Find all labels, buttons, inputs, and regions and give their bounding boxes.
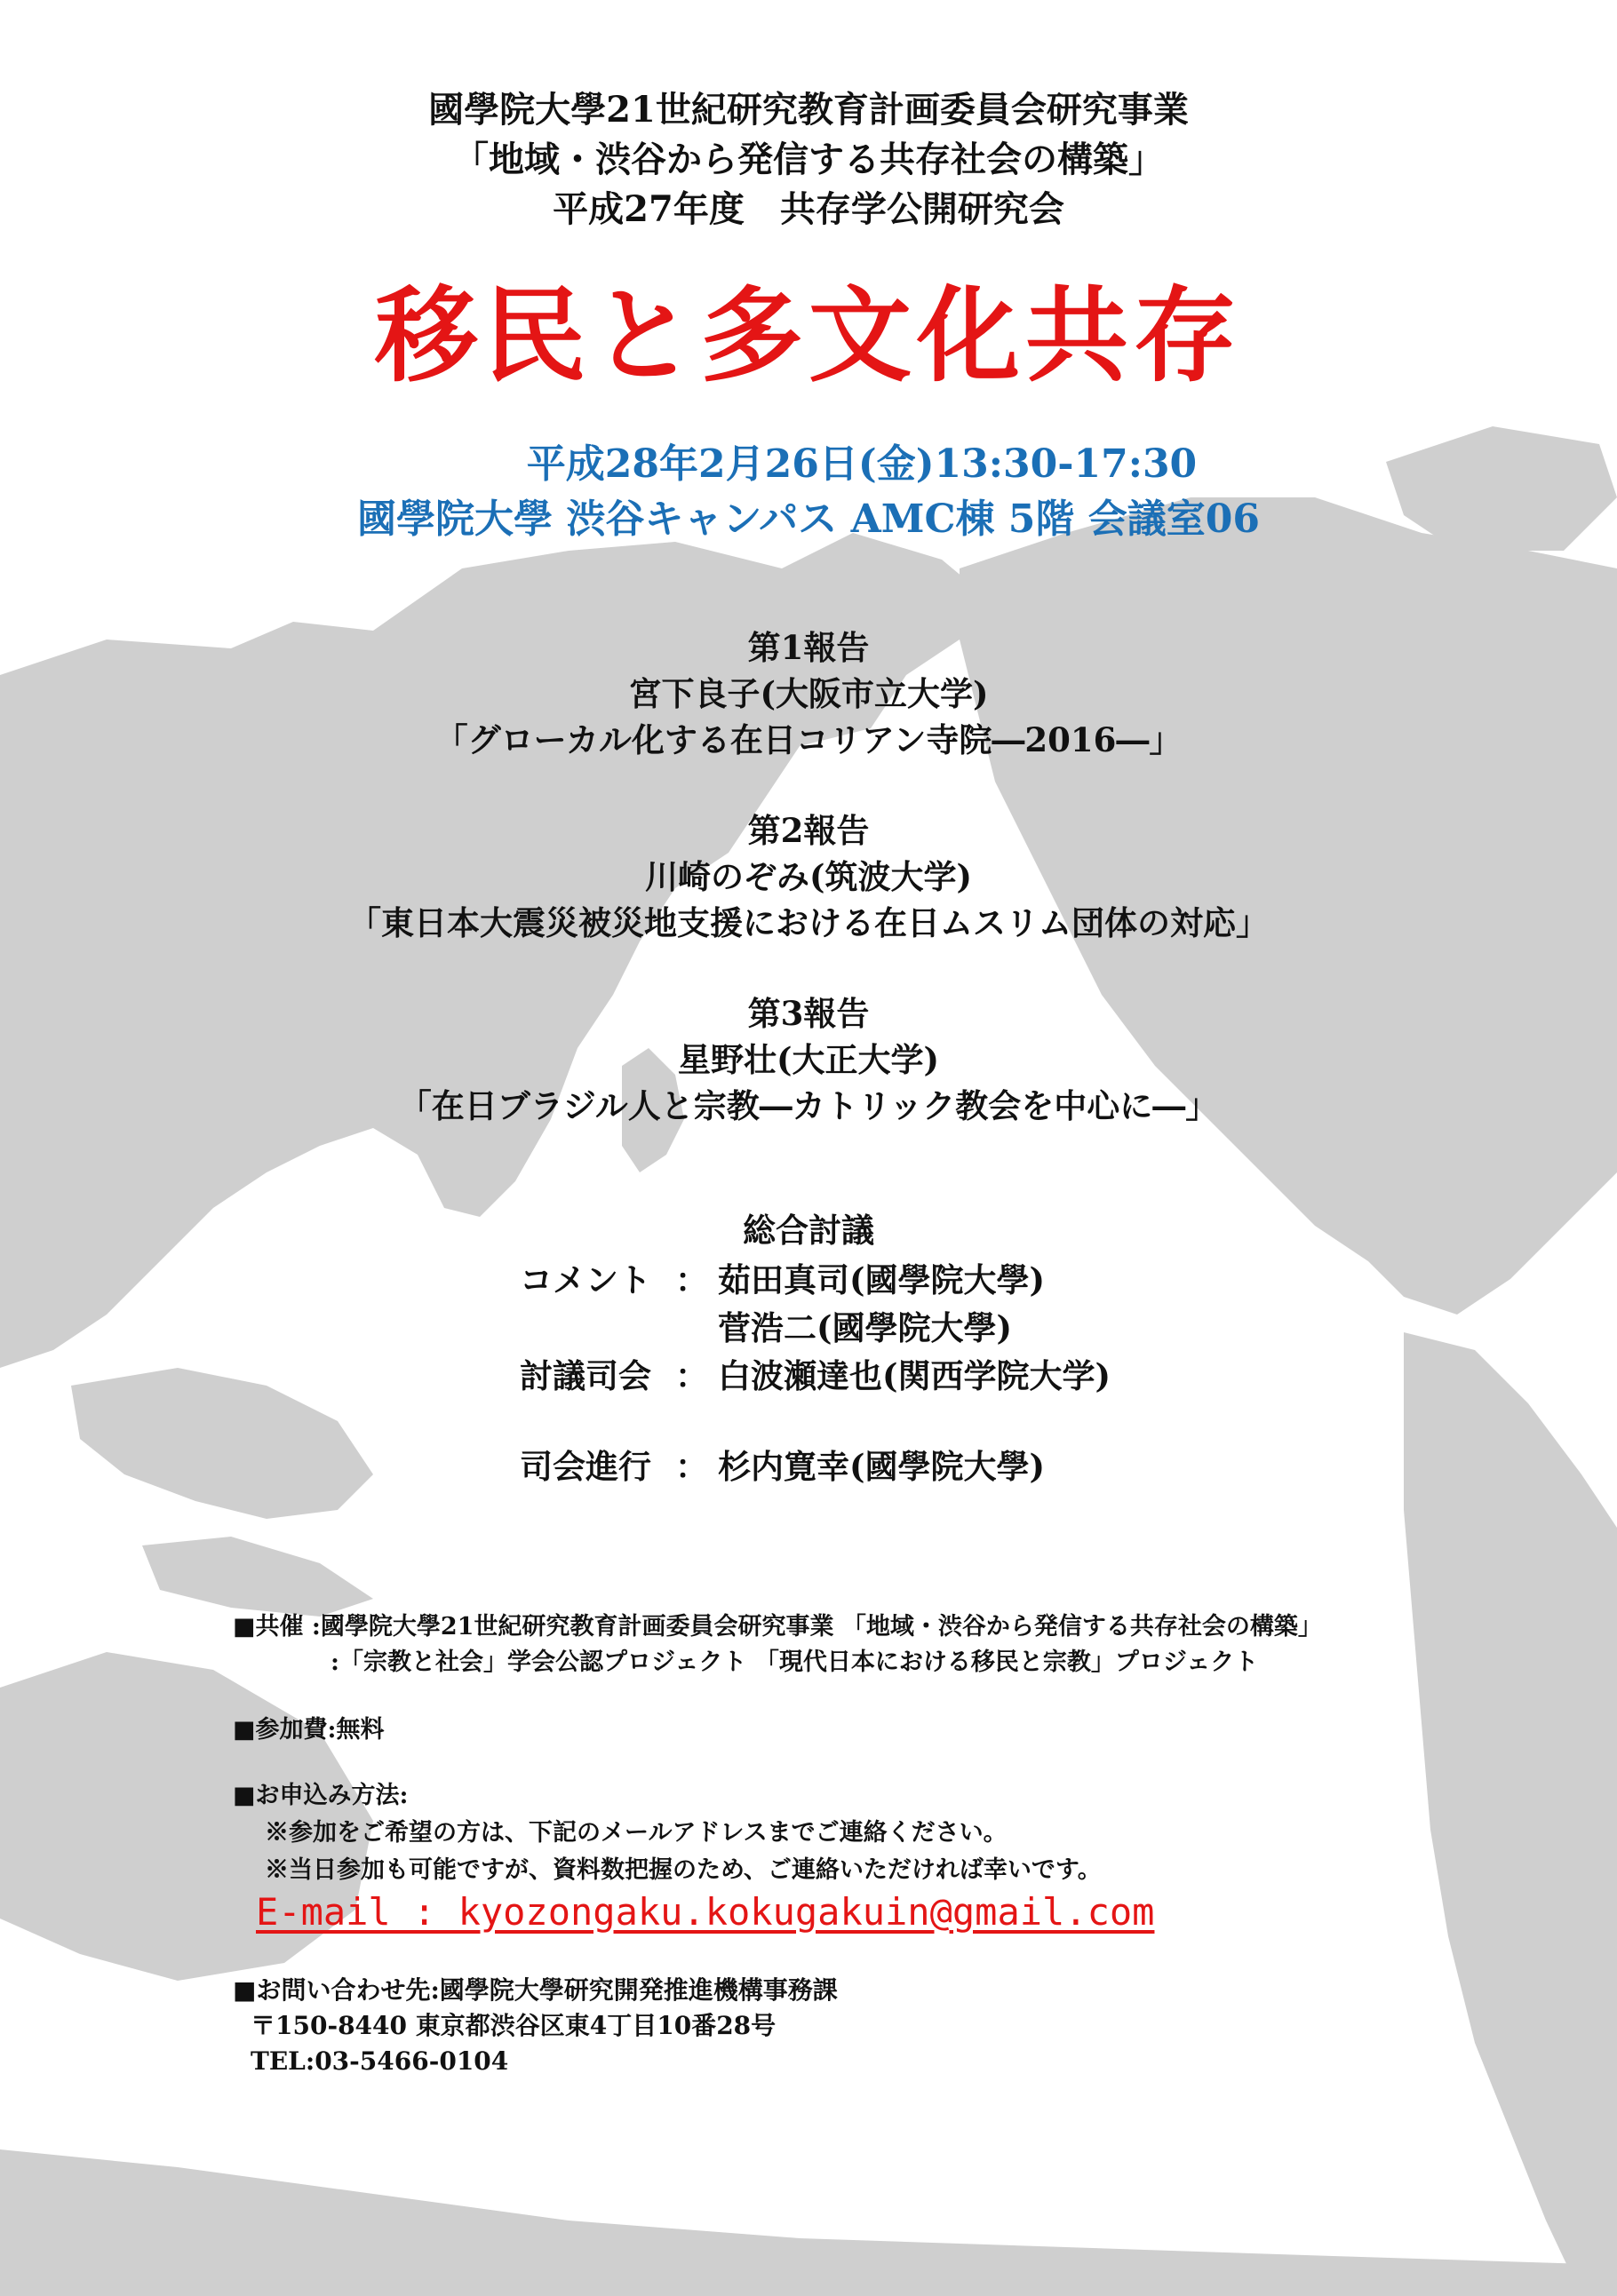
report-3-speaker: 星野壮(大正大学) xyxy=(677,1040,939,1079)
moderator-label: 討議司会 xyxy=(520,1356,651,1395)
report-2-speaker: 川崎のぞみ(筑波大学) xyxy=(644,857,972,896)
header-line-2: 「地域・渋谷から発信する共存社会の構築」 xyxy=(453,139,1164,180)
commentator-1: 茹田真司(國學院大學) xyxy=(718,1260,1046,1299)
host-colon: ： xyxy=(675,1447,708,1486)
comment-label: コメント xyxy=(520,1260,651,1299)
header-line-3: 平成27年度 共存学公開研究会 xyxy=(553,188,1064,230)
event-datetime: 平成28年2月26日(金)13:30-17:30 xyxy=(526,441,1198,487)
contact-email-link[interactable]: E-mail : kyozongaku.kokugakuin@gmail.com xyxy=(256,1890,1155,1934)
host-name: 杉内寛幸(國學院大學) xyxy=(718,1447,1046,1486)
fee-line: ■参加費:無料 xyxy=(233,1716,385,1744)
contact-address: 〒150-8440 東京都渋谷区東4丁目10番28号 xyxy=(251,2011,777,2040)
moderator-colon: ： xyxy=(675,1356,708,1395)
apply-heading: ■お申込み方法: xyxy=(233,1782,409,1809)
report-2-topic: 「東日本大震災被災地支援における在日ムスリム団体の対応」 xyxy=(348,903,1269,942)
commentator-2: 菅浩二(國學院大學) xyxy=(718,1308,1013,1347)
page-title: 移民と多文化共存 xyxy=(375,275,1242,396)
cohost-line-2: :「宗教と社会」学会公認プロジェクト 「現代日本における移民と宗教」プロジェクト xyxy=(331,1649,1259,1676)
event-venue: 國學院大學 渋谷キャンパス AMC棟 5階 会議室06 xyxy=(357,497,1260,542)
comment-colon: ： xyxy=(675,1260,708,1299)
discussion-heading: 総合討議 xyxy=(743,1211,874,1250)
header-line-1: 國學院大學21世紀研究教育計画委員会研究事業 xyxy=(428,89,1189,131)
report-1-label: 第1報告 xyxy=(747,628,870,667)
report-1-speaker: 宮下良子(大阪市立大学) xyxy=(628,674,989,713)
host-label: 司会進行 xyxy=(520,1447,651,1486)
apply-note-2: ※当日参加も可能ですが、資料数把握のため、ご連絡いただければ幸いです。 xyxy=(265,1856,1102,1884)
apply-note-1: ※参加をご希望の方は、下記のメールアドレスまでご連絡ください。 xyxy=(265,1819,1008,1847)
report-2-label: 第2報告 xyxy=(747,811,870,850)
report-3-label: 第3報告 xyxy=(747,994,870,1033)
moderator-name: 白波瀬達也(関西学院大学) xyxy=(718,1356,1111,1395)
report-1-topic: 「グローカル化する在日コリアン寺院―2016―」 xyxy=(434,720,1183,759)
contact-heading: ■お問い合わせ先:國學院大學研究開発推進機構事務課 xyxy=(233,1975,838,2005)
report-3-topic: 「在日ブラジル人と宗教―カトリック教会を中心に―」 xyxy=(398,1086,1219,1125)
cohost-line-1: ■共催 :國學院大學21世紀研究教育計画委員会研究事業 「地域・渋谷から発信する共存社会の構築」 xyxy=(233,1613,1322,1641)
contact-tel: TEL:03-5466-0104 xyxy=(251,2046,509,2076)
